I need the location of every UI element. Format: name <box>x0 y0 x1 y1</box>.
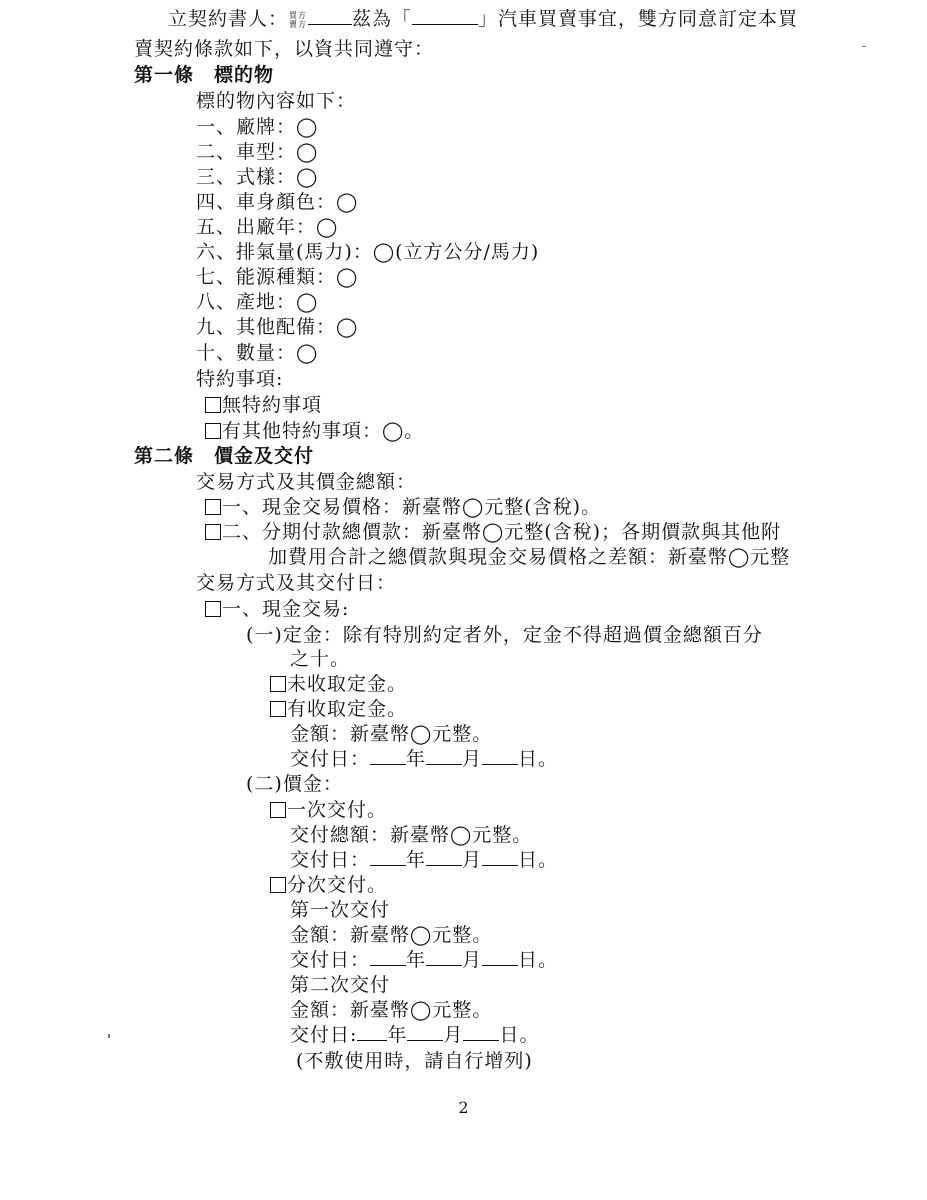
deposit-yes-option <box>270 696 407 722</box>
article1-item: 一、廠牌：◯ <box>196 116 319 138</box>
checkbox[interactable] <box>270 877 286 893</box>
intro-mid: 茲為「 <box>352 8 413 30</box>
installment-option <box>205 519 781 545</box>
month-blank[interactable] <box>426 851 462 866</box>
intro-suffix: 」汽車買賣事宜，雙方同意訂定本買 <box>478 8 799 30</box>
year-label: 年 <box>406 748 427 770</box>
day-label: 日。 <box>518 849 559 871</box>
year-blank[interactable] <box>370 951 406 966</box>
year-blank[interactable] <box>370 851 406 866</box>
month-label: 月 <box>443 1024 464 1046</box>
year-blank[interactable] <box>357 1026 387 1041</box>
day-blank[interactable] <box>482 851 518 866</box>
year-label: 年 <box>387 1024 408 1046</box>
subject-blank <box>412 10 478 25</box>
first-installment-label: 第一次交付 <box>290 899 391 921</box>
checkbox[interactable] <box>205 601 221 617</box>
article1-item: 八、產地：◯ <box>196 291 319 313</box>
month-blank[interactable] <box>407 1026 443 1041</box>
cash-transaction-text: 一、現金交易: <box>222 598 350 620</box>
checkbox[interactable] <box>205 524 221 540</box>
day-label: 日。 <box>499 1024 540 1046</box>
split-option <box>270 872 387 898</box>
deposit-amount: 金額：新臺幣◯元整。 <box>290 723 493 745</box>
year-label: 年 <box>406 849 427 871</box>
article1-item: 二、車型：◯ <box>196 141 319 163</box>
article1-item: 三、式樣：◯ <box>196 166 319 188</box>
installment-text-2: 加費用合計之總價款與現金交易價格之差額：新臺幣◯元整 <box>268 546 791 568</box>
method-total-label: 交易方式及其價金總額： <box>196 471 417 493</box>
checkbox[interactable] <box>270 802 286 818</box>
date-label: 交付日： <box>290 748 371 770</box>
intro-line-2: 賣契約條款如下，以資共同遵守： <box>134 38 435 60</box>
checkbox[interactable] <box>270 676 286 692</box>
add-rows-note: (不敷使用時，請自行增列) <box>296 1050 533 1072</box>
deposit-text-1: (一)定金：除有特別約定者外，定金不得超過價金總額百分 <box>246 624 763 646</box>
article1-item: 九、其他配備：◯ <box>196 316 359 338</box>
year-blank[interactable] <box>370 750 406 765</box>
deposit-none-text: 未收取定金。 <box>287 673 408 695</box>
article1-item: 七、能源種類：◯ <box>196 266 359 288</box>
day-blank[interactable] <box>463 1026 499 1041</box>
cash-price-text: 一、現金交易價格：新臺幣◯元整(含稅)。 <box>222 496 602 518</box>
lump-option <box>270 797 387 823</box>
article1-item: 四、車身顏色：◯ <box>196 191 359 213</box>
day-label: 日。 <box>518 949 559 971</box>
special-none-text: 無特約事項 <box>222 394 323 416</box>
page-number: 2 <box>458 1098 469 1117</box>
day-blank[interactable] <box>482 951 518 966</box>
month-label: 月 <box>462 849 483 871</box>
party-blank <box>308 10 352 25</box>
installment-text-1: 二、分期付款總價款：新臺幣◯元整(含稅)；各期價款與其他附 <box>222 521 782 543</box>
date-label: 交付日： <box>290 849 371 871</box>
method-date-label: 交易方式及其交付日： <box>196 572 397 594</box>
deposit-date <box>290 746 558 772</box>
price-label: (二)價金： <box>246 773 343 795</box>
month-label: 月 <box>462 748 483 770</box>
lump-total: 交付總額：新臺幣◯元整。 <box>290 824 533 846</box>
article1-item: 五、出廠年：◯ <box>196 216 339 238</box>
lump-text: 一次交付。 <box>287 799 388 821</box>
article1-lead: 標的物內容如下： <box>196 90 357 112</box>
special-other-option <box>205 418 424 444</box>
date-label: 交付日： <box>290 949 371 971</box>
first-date <box>290 947 558 973</box>
article1-item: 十、數量：◯ <box>196 342 319 364</box>
split-text: 分次交付。 <box>287 874 388 896</box>
deposit-yes-text: 有收取定金。 <box>287 698 408 720</box>
scan-speck <box>862 46 866 47</box>
deposit-none-option <box>270 671 407 697</box>
lump-date <box>290 847 558 873</box>
second-date <box>290 1022 539 1048</box>
day-label: 日。 <box>518 748 559 770</box>
special-terms-label: 特約事項: <box>196 368 284 390</box>
year-label: 年 <box>406 949 427 971</box>
first-amount: 金額：新臺幣◯元整。 <box>290 924 493 946</box>
special-none-option <box>205 392 322 418</box>
cash-transaction-option <box>205 596 349 622</box>
second-amount: 金額：新臺幣◯元整。 <box>290 999 493 1021</box>
party-stack <box>289 11 307 29</box>
month-blank[interactable] <box>426 750 462 765</box>
seller-label: 賣方 <box>289 20 308 29</box>
intro-prefix: 立契約書人： <box>168 8 289 30</box>
day-blank[interactable] <box>482 750 518 765</box>
checkbox[interactable] <box>205 499 221 515</box>
month-label: 月 <box>462 949 483 971</box>
month-blank[interactable] <box>426 951 462 966</box>
article1-heading: 第一條 標的物 <box>134 64 275 86</box>
intro-line-1 <box>168 6 798 32</box>
cash-price-option <box>205 494 601 520</box>
date-label: 交付日: <box>290 1024 358 1046</box>
buyer-label: 買方 <box>289 11 308 20</box>
second-installment-label: 第二次交付 <box>290 974 391 996</box>
checkbox[interactable] <box>270 701 286 717</box>
checkbox[interactable] <box>205 423 221 439</box>
checkbox[interactable] <box>205 397 221 413</box>
deposit-text-2: 之十。 <box>290 648 351 670</box>
article1-item: 六、排氣量(馬力)：◯(立方公分/馬力) <box>196 241 540 263</box>
scan-speck <box>108 1034 110 1038</box>
special-other-text: 有其他特約事項：◯。 <box>222 420 425 442</box>
article2-heading: 第二條 價金及交付 <box>134 445 315 467</box>
